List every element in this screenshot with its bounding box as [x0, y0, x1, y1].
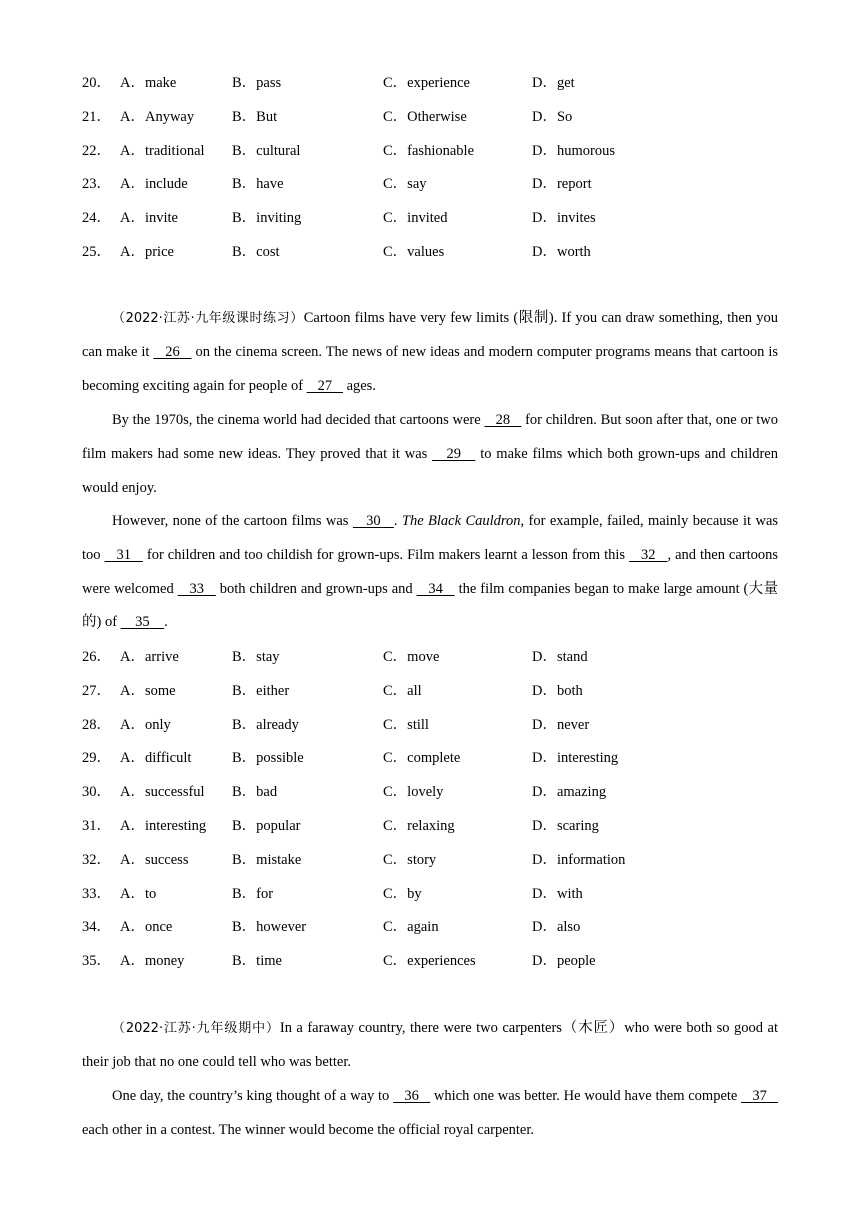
question-number: 20． [82, 75, 111, 91]
blank-31[interactable]: 31 [116, 546, 131, 563]
option-b[interactable]: B．But [232, 108, 278, 125]
option-b[interactable]: B．cultural [232, 142, 301, 159]
option-a[interactable]: A．arrive [120, 649, 179, 665]
option-a[interactable]: A．difficult [120, 750, 192, 767]
option-d[interactable]: D．stand [532, 649, 588, 665]
option-c[interactable]: C．story [383, 851, 437, 868]
option-a[interactable]: A．invite [120, 210, 178, 227]
passage2-paragraph-2: By the 1970s, the cinema world had decided that cartoons were 28 for children. But soon after that, one or two film makers had some new ideas. They proved that it was 29 to make films which both grown-ups and children would enjoy. [82, 412, 779, 496]
film-title: The Black Cauldron [401, 513, 521, 529]
question-number: 25． [82, 244, 111, 260]
option-b[interactable]: B．stay [232, 649, 280, 665]
option-c[interactable]: C．again [383, 919, 439, 936]
option-b[interactable]: B．already [232, 716, 299, 733]
option-a[interactable]: A．Anyway [120, 108, 195, 125]
option-b[interactable]: B．inviting [232, 210, 302, 227]
option-d[interactable]: D．invites [532, 210, 596, 227]
option-d[interactable]: D．both [532, 682, 583, 699]
question-number: 28． [82, 716, 111, 733]
passage3-paragraph-2: One day, the country’s king thought of a way to 36 which one was better. He would have them compete 37 each other in a contest. The winner would become the official royal carpenter. [82, 1080, 778, 1148]
question-number: 31． [82, 818, 111, 834]
blank-34[interactable]: 34 [428, 580, 443, 597]
option-d[interactable]: D．with [532, 885, 583, 902]
option-d[interactable]: D．get [532, 75, 575, 91]
option-b[interactable]: B．time [232, 953, 282, 970]
option-c[interactable]: C．fashionable [383, 142, 475, 159]
option-b[interactable]: B．cost [232, 244, 280, 260]
blank-26[interactable]: 26 [165, 343, 180, 360]
option-d[interactable]: D．also [532, 919, 581, 936]
option-a[interactable]: A．some [120, 682, 176, 699]
option-c[interactable]: C．experience [383, 75, 470, 91]
option-c[interactable]: C．complete [383, 750, 461, 767]
option-c[interactable]: C．relaxing [383, 818, 455, 834]
option-c[interactable]: C．still [383, 716, 429, 733]
option-b[interactable]: B．possible [232, 750, 304, 767]
passage2-paragraph-3: However, none of the cartoon films was 30 . The Black Cauldron, for example, failed, mainly because it was too 31 for children and too childish for grown-ups. Film makers learnt a lesson from this 32 , and then cartoons were welcomed 33 both children and grown-ups and 34 the film companies began to make large amount (大量的) of 35 . [82, 513, 779, 631]
option-d[interactable]: D．people [532, 953, 596, 970]
source-label: （2022·江苏·九年级课时练习） [112, 311, 304, 326]
option-a[interactable]: A．interesting [120, 818, 207, 834]
option-b[interactable]: B．pass [232, 75, 282, 91]
option-d[interactable]: D．report [532, 176, 592, 193]
option-c[interactable]: C．values [383, 244, 445, 260]
option-b[interactable]: B．either [232, 682, 290, 699]
option-a[interactable]: A．price [120, 244, 174, 260]
question-number: 23． [82, 176, 111, 193]
option-c[interactable]: C．experiences [383, 953, 476, 970]
option-d[interactable]: D．interesting [532, 750, 619, 767]
option-a[interactable]: A．once [120, 919, 173, 936]
option-a[interactable]: A．to [120, 885, 157, 902]
blank-33[interactable]: 33 [189, 580, 204, 597]
question-number: 21． [82, 108, 111, 125]
option-a[interactable]: A．include [120, 176, 188, 193]
option-c[interactable]: C．say [383, 176, 427, 193]
question-number: 34． [82, 919, 111, 936]
blank-28[interactable]: 28 [495, 412, 511, 428]
blank-37[interactable]: 37 [752, 1088, 767, 1104]
option-d[interactable]: D．So [532, 108, 573, 125]
option-d[interactable]: D．humorous [532, 142, 615, 159]
option-d[interactable]: D．never [532, 716, 590, 733]
option-c[interactable]: C．all [383, 682, 422, 699]
question-number: 27． [82, 682, 111, 699]
question-number: 22． [82, 142, 111, 159]
option-d[interactable]: D．amazing [532, 784, 607, 801]
question-number: 26． [82, 649, 111, 665]
option-a[interactable]: A．only [120, 716, 171, 733]
option-b[interactable]: B．have [232, 176, 284, 193]
option-d[interactable]: D．worth [532, 244, 591, 260]
option-b[interactable]: B．for [232, 885, 274, 902]
question-number: 33． [82, 885, 111, 902]
option-c[interactable]: C．move [383, 649, 440, 665]
blank-29[interactable]: 29 [446, 445, 462, 462]
blank-27[interactable]: 27 [317, 377, 333, 394]
option-b[interactable]: B．popular [232, 818, 301, 834]
option-b[interactable]: B．mistake [232, 851, 302, 868]
option-b[interactable]: B．bad [232, 784, 278, 801]
question-number: 35． [82, 953, 111, 970]
passage3-paragraph-1: （2022·江苏·九年级期中）In a faraway country, there were two carpenters（木匠）who were both so good at their job that no one could tell who was better. [82, 1020, 778, 1070]
option-a[interactable]: A．traditional [120, 142, 205, 159]
blank-30[interactable]: 30 [366, 513, 381, 529]
option-a[interactable]: A．money [120, 953, 185, 970]
blank-32[interactable]: 32 [641, 546, 656, 563]
question-number: 29． [82, 750, 111, 767]
source-label: （2022·江苏·九年级期中） [112, 1021, 280, 1036]
question-number: 24． [82, 210, 111, 227]
option-a[interactable]: A．success [120, 851, 189, 868]
option-c[interactable]: C．invited [383, 210, 448, 227]
option-c[interactable]: C．lovely [383, 784, 444, 801]
question-number: 32． [82, 851, 111, 868]
blank-36[interactable]: 36 [404, 1088, 419, 1104]
blank-35[interactable]: 35 [135, 614, 150, 631]
option-d[interactable]: D．scaring [532, 818, 599, 834]
option-d[interactable]: D．information [532, 851, 626, 868]
option-c[interactable]: C．Otherwise [383, 108, 467, 125]
passage2-paragraph-1: （2022·江苏·九年级课时练习）Cartoon films have very few limits (限制). If you can draw something, then you can make it 26 on the cinema screen. The news of new ideas and modern computer programs means that cartoon is becoming exciting again for people of 27 ages. [82, 310, 778, 394]
option-a[interactable]: A．make [120, 75, 177, 91]
option-b[interactable]: B．however [232, 919, 307, 936]
option-a[interactable]: A．successful [120, 784, 205, 801]
option-c[interactable]: C．by [383, 885, 422, 902]
question-number: 30． [82, 784, 111, 801]
